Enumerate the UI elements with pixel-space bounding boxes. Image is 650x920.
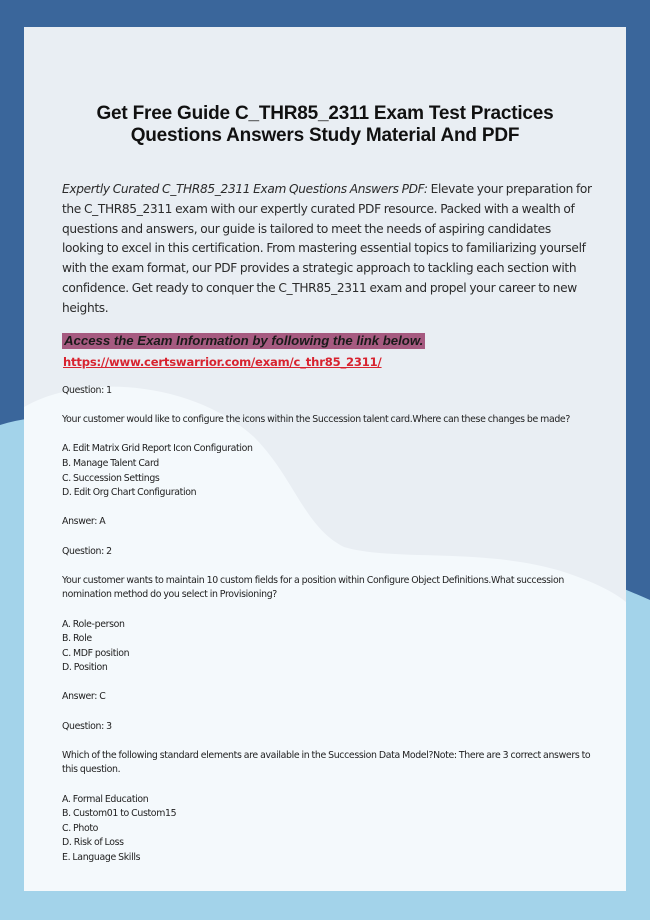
question-label: Question: 2 <box>62 545 112 557</box>
option: E. Language Skills <box>62 852 141 863</box>
options-list <box>62 618 602 676</box>
answer: Answer: C <box>62 691 106 703</box>
question-text: Your customer wants to maintain 10 custom fields for a position within Configure Object Definitions.What succession nomination method do you select in Provisioning? <box>62 574 564 601</box>
question-2 <box>62 545 602 706</box>
option: D. Risk of Loss <box>62 837 124 849</box>
access-notice: Access the Exam Information by following the link below. <box>64 333 424 348</box>
question-1 <box>62 384 602 530</box>
option: A. Formal Education <box>62 793 149 805</box>
option: D. Position <box>62 662 108 674</box>
options-list <box>62 442 602 500</box>
option: C. Photo <box>62 822 99 834</box>
option: D. Edit Org Chart Configuration <box>62 487 197 499</box>
document-page <box>24 27 626 891</box>
exam-link[interactable]: https://www.certswarrior.com/exam/c_thr85_2311/ <box>63 355 382 369</box>
option: A. Edit Matrix Grid Report Icon Configuration <box>62 443 253 455</box>
question-text: Which of the following standard elements are available in the Succession Data Model?Note: There are 3 correct answers to this question. <box>62 749 591 776</box>
question-text: Your customer would like to configure the icons within the Succession talent card.Where can these changes be made? <box>62 414 570 426</box>
questions-list <box>62 384 602 880</box>
question-label: Question: 3 <box>62 720 112 732</box>
options-list <box>62 793 602 866</box>
question-3 <box>62 720 602 866</box>
option: C. Succession Settings <box>62 472 160 484</box>
intro-lead: Expertly Curated C_THR85_2311 Exam Questions Answers PDF: <box>62 182 428 196</box>
option: B. Manage Talent Card <box>62 457 159 469</box>
intro-paragraph <box>62 180 592 319</box>
document-title <box>24 103 626 147</box>
answer: Answer: A <box>62 516 106 528</box>
option: A. Role-person <box>62 618 125 630</box>
option: B. Role <box>62 633 92 645</box>
intro-body: Elevate your preparation for the C_THR85_2311 exam with our expertly curated PDF resource. Packed with a wealth of questions and answers, our guide is tailored to meet the needs of aspiring candidates looking to excel in this certification. From mastering essential topics to familiarizing yourself with the exam format, our PDF provides a strategic approach to tackling each section with confidence. Get ready to conquer the C_THR85_2311 exam and propel your career to new heights. <box>62 182 592 315</box>
question-label: Question: 1 <box>62 385 112 396</box>
option: C. MDF position <box>62 647 130 659</box>
title-line-1: Get Free Guide C_THR85_2311 Exam Test Practices <box>96 103 554 124</box>
option: B. Custom01 to Custom15 <box>62 808 177 820</box>
title-line-2: Questions Answers Study Material And PDF <box>130 125 520 146</box>
